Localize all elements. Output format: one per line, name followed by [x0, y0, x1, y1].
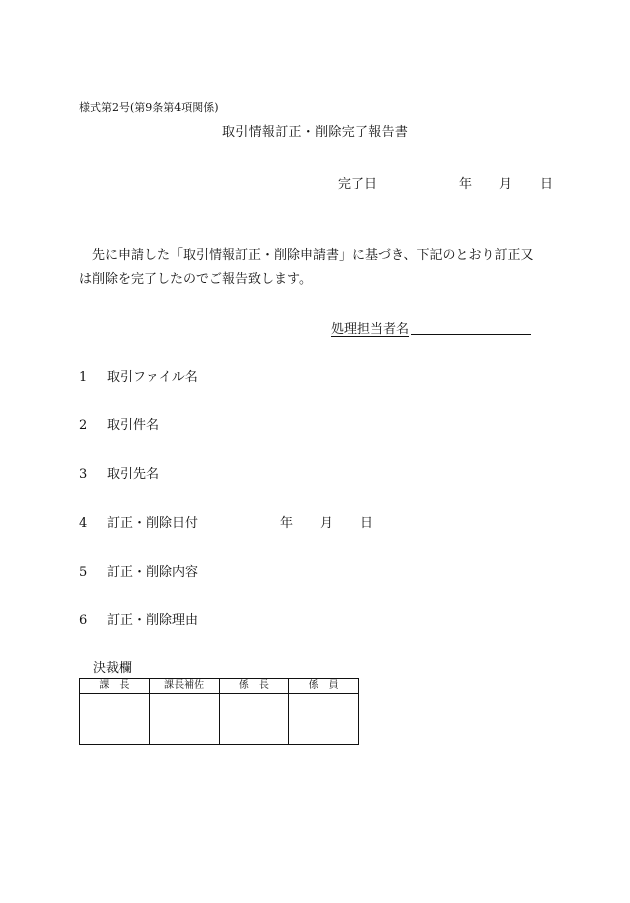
- item-correction-reason: [79, 609, 198, 628]
- item-transaction-file-name: [79, 366, 198, 385]
- handler-name-label: 処理担当者名: [331, 322, 410, 337]
- item-counterparty-name: [79, 463, 159, 482]
- item-number: 6: [79, 613, 88, 628]
- handler-name-field[interactable]: [411, 334, 531, 335]
- body-paragraph: [79, 244, 549, 292]
- item-number: 5: [79, 565, 88, 580]
- item-label: 取引件名: [107, 418, 160, 433]
- correction-year-label: 年: [280, 516, 294, 531]
- approval-header-subsection-chief: 係 長: [219, 679, 289, 694]
- item-number: 1: [79, 370, 88, 385]
- completion-month-label: 月: [499, 177, 513, 192]
- item-correction-content: [79, 561, 198, 580]
- item-number: 2: [79, 418, 88, 433]
- item-correction-date: [79, 512, 198, 531]
- approval-header-deputy-chief: 課長補佐: [149, 679, 219, 694]
- approval-header-section-chief: 課 長: [80, 679, 150, 694]
- approval-table: [79, 678, 359, 745]
- correction-month-label: 月: [320, 516, 334, 531]
- approval-stamp-cell[interactable]: [289, 694, 359, 745]
- approval-stamp-cell[interactable]: [149, 694, 219, 745]
- item-label: 取引ファイル名: [107, 370, 198, 385]
- form-number: 様式第2号(第9条第4項関係): [79, 101, 219, 114]
- correction-day-label: 日: [360, 516, 374, 531]
- approval-header-staff: 係 員: [289, 679, 359, 694]
- item-label: 訂正・削除日付: [107, 516, 199, 531]
- item-number: 3: [79, 467, 88, 482]
- completion-date-label: 完了日: [338, 177, 378, 192]
- body-line-2: は削除を完了したのでご報告致します。: [79, 272, 312, 287]
- item-label: 訂正・削除理由: [107, 613, 199, 628]
- item-number: 4: [79, 516, 88, 531]
- item-label: 訂正・削除内容: [107, 565, 199, 580]
- completion-day-label: 日: [540, 177, 554, 192]
- approval-section-label: 決裁欄: [93, 661, 133, 676]
- approval-stamp-cell[interactable]: [219, 694, 289, 745]
- completion-year-label: 年: [459, 177, 473, 192]
- body-line-1: 先に申請した「取引情報訂正・削除申請書」に基づき、下記のとおり訂正又: [92, 248, 534, 263]
- approval-stamp-cell[interactable]: [80, 694, 150, 745]
- item-transaction-subject: [79, 414, 159, 433]
- page-title: 取引情報訂正・削除完了報告書: [222, 125, 409, 140]
- item-label: 取引先名: [107, 467, 160, 482]
